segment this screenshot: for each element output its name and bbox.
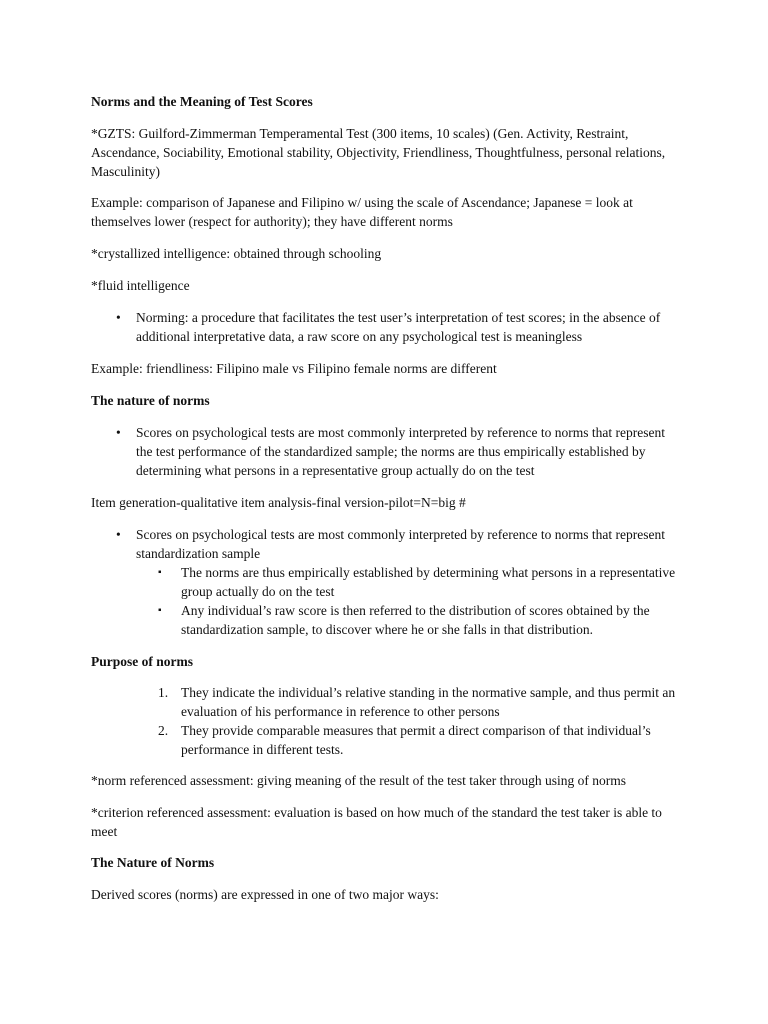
sub-bullet-text: The norms are thus empirically established by determining what persons in a representative group actually do on the test — [181, 565, 676, 599]
bullet-icon: • — [116, 527, 121, 542]
scores-bullet-item — [116, 525, 681, 563]
example-ascendance-paragraph: Example: comparison of Japanese and Filipino w/ using the scale of Ascendance; Japanese = look at themselves lower (respect for authority); they have different norms — [91, 195, 633, 229]
sub-bullet-item — [158, 601, 681, 639]
norming-bullet-item — [116, 308, 681, 346]
item-number: 2. — [158, 723, 169, 738]
gzts-paragraph: *GZTS: Guilford-Zimmerman Temperamental Test (300 items, 10 scales) (Gen. Activity, Restraint, Ascendance, Sociability, Emotional stability, Objectivity, Friendliness, Thoughtfulness, personal relations, Masculinity) — [91, 126, 666, 179]
bullet-icon: • — [116, 310, 121, 325]
numbered-item — [158, 721, 681, 759]
item-number: 1. — [158, 685, 169, 700]
document-title: Norms and the Meaning of Test Scores — [91, 94, 313, 109]
heading-purpose-of-norms: Purpose of norms — [91, 654, 193, 669]
fluid-paragraph: *fluid intelligence — [91, 278, 190, 293]
square-bullet-icon: ▪ — [158, 567, 162, 578]
item-generation-paragraph: Item generation-qualitative item analysis-final version-pilot=N=big # — [91, 495, 466, 510]
heading-nature-of-norms: The nature of norms — [91, 393, 210, 408]
criterion-referenced-paragraph: *criterion referenced assessment: evaluation is based on how much of the standard the test taker is able to meet — [91, 805, 662, 839]
numbered-item-text: They indicate the individual’s relative standing in the normative sample, and thus permit an evaluation of his performance in reference to other persons — [181, 685, 676, 719]
numbered-item-text: They provide comparable measures that permit a direct comparison of that individual’s performance in different tests. — [181, 723, 651, 757]
crystallized-paragraph: *crystallized intelligence: obtained through schooling — [91, 246, 382, 261]
example-friendliness-paragraph: Example: friendliness: Filipino male vs Filipino female norms are different — [91, 361, 497, 376]
numbered-item — [158, 683, 681, 721]
derived-scores-paragraph: Derived scores (norms) are expressed in one of two major ways: — [91, 887, 439, 902]
nature-bullet-text: Scores on psychological tests are most commonly interpreted by reference to norms that represent the test performance of the standardized sample; the norms are thus empirically established by determining what persons in a representative group actually do on the test — [136, 425, 665, 478]
heading-nature-of-norms-2: The Nature of Norms — [91, 855, 215, 870]
nature-bullet-item — [116, 423, 681, 480]
bullet-icon: • — [116, 425, 121, 440]
scores-bullet-text: Scores on psychological tests are most commonly interpreted by reference to norms that represent standardization sample — [136, 527, 665, 561]
norming-bullet-text: Norming: a procedure that facilitates the test user’s interpretation of test scores; in the absence of additional interpretative data, a raw score on any psychological test is meaningless — [136, 310, 661, 344]
sub-bullet-item — [158, 563, 681, 601]
norm-referenced-paragraph: *norm referenced assessment: giving meaning of the result of the test taker through using of norms — [91, 773, 626, 788]
sub-bullet-text: Any individual’s raw score is then referred to the distribution of scores obtained by the standardization sample, to discover where he or she falls in that distribution. — [181, 603, 650, 637]
square-bullet-icon: ▪ — [158, 605, 162, 616]
